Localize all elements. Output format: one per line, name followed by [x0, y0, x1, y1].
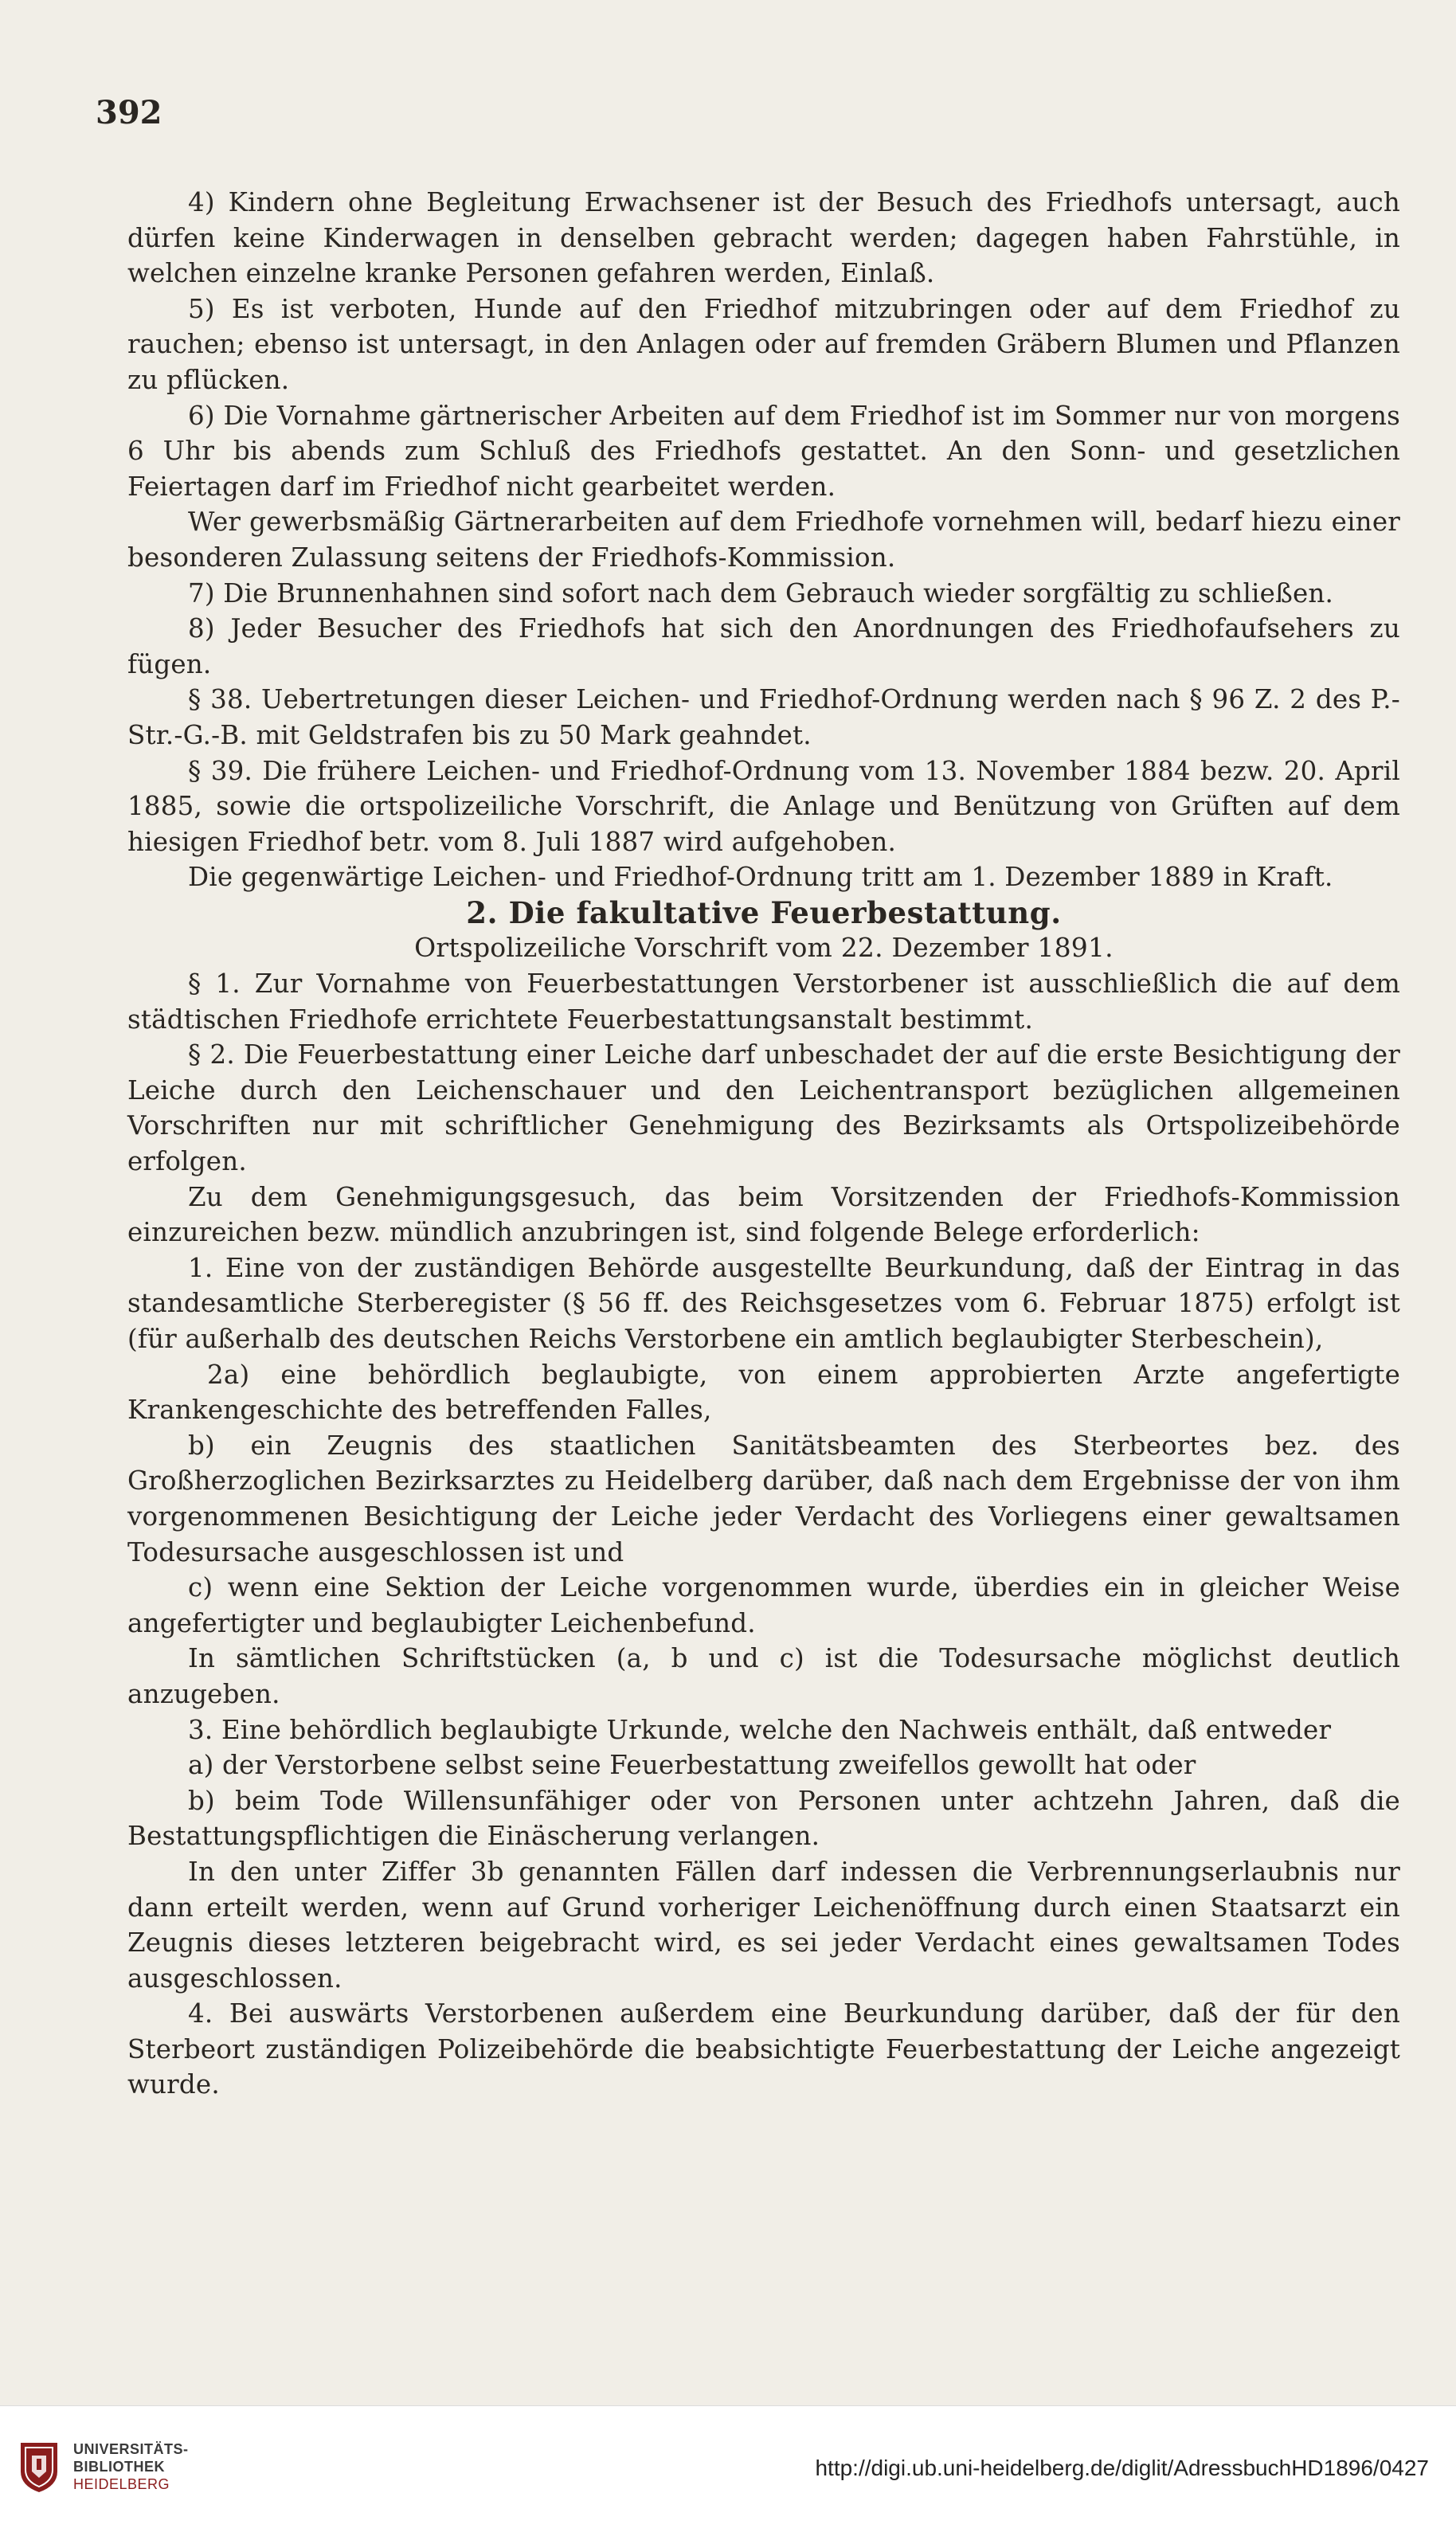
paragraph: c) wenn eine Sektion der Leiche vorgenommen wurde, überdies ein in gleicher Weise angefertigter und beglaubigter Leichenbefund. [127, 1572, 1400, 1638]
paragraph: a) der Verstorbene selbst seine Feuerbestattung zweifellos gewollt hat oder [188, 1750, 1196, 1781]
paragraph: 5) Es ist verboten, Hunde auf den Friedhof mitzubringen oder auf dem Friedhof zu rauchen; ebenso ist untersagt, in den Anlagen oder auf fremden Gräbern Blumen und Pflanzen zu pflücken. [127, 293, 1400, 395]
paragraph: Zu dem Genehmigungsgesuch, das beim Vorsitzenden der Friedhofs-Kommission einzureichen bezw. mündlich anzubringen ist, sind folgende Belege erforderlich: [127, 1181, 1400, 1248]
paragraph: § 1. Zur Vornahme von Feuerbestattungen Verstorbener ist ausschließlich die auf dem städtischen Friedhofe errichtete Feuerbestattungsanstalt bestimmt. [127, 969, 1400, 1035]
library-logo-text [73, 2440, 189, 2493]
paragraph: § 39. Die frühere Leichen- und Friedhof-Ordnung vom 13. November 1884 bezw. 20. April 1885, sowie die ortspolizeiliche Vorschrift, die Anlage und Benützung von Grüften auf dem hiesigen Friedhof betr. vom 8. Juli 1887 wird aufgehoben. [127, 755, 1400, 857]
page-number: 392 [96, 94, 162, 131]
paragraph: 6) Die Vornahme gärtnerischer Arbeiten auf dem Friedhof ist im Sommer nur von morgens 6 Uhr bis abends zum Schluß des Friedhofs gestattet. An den Sonn- und gesetzlichen Feiertagen darf im Friedhof nicht gearbeitet werden. [127, 400, 1400, 502]
paragraph: Wer gewerbsmäßig Gärtnerarbeiten auf dem Friedhofe vornehmen will, bedarf hiezu einer besonderen Zulassung seitens der Friedhofs-Kommission. [127, 507, 1400, 573]
logo-line: UNIVERSITÄTS- [73, 2441, 189, 2457]
paragraph: 4. Bei auswärts Verstorbenen außerdem eine Beurkundung darüber, daß der für den Sterbeort zuständigen Polizeibehörde die beabsichtigte Feuerbestattung der Leiche angezeigt wurde. [127, 1998, 1400, 2100]
paragraph: In den unter Ziffer 3b genannten Fällen darf indessen die Verbrennungserlaubnis nur dann erteilt werden, wenn auf Grund vorheriger Leichenöffnung durch einen Staatsarzt ein Zeugnis dieses letzteren beigebracht wird, es sei jeder Verdacht eines gewaltsamen Todes ausgeschlossen. [127, 1856, 1400, 1994]
paragraph: 2a) eine behördlich beglaubigte, von einem approbierten Arzte angefertigte Krankengeschichte des betreffenden Falles, [127, 1359, 1400, 1426]
library-logo[interactable] [16, 2440, 189, 2494]
body-text [127, 185, 1400, 2103]
logo-line: BIBLIOTHEK [73, 2459, 165, 2475]
section-subheading: Ortspolizeiliche Vorschrift vom 22. Dezember 1891. [414, 932, 1114, 964]
paragraph: 3. Eine behördlich beglaubigte Urkunde, welche den Nachweis enthält, daß entweder [188, 1714, 1332, 1745]
paragraph: § 2. Die Feuerbestattung einer Leiche darf unbeschadet der auf die erste Besichtigung der Leiche durch den Leichenschauer und den Leichentransport bezüglichen allgemeinen Vorschriften nur mit schriftlicher Genehmigung des Bezirksamts als Ortspolizeibehörde erfolgen. [127, 1039, 1400, 1177]
paragraph: 4) Kindern ohne Begleitung Erwachsener ist der Besuch des Friedhofs untersagt, auch dürfen keine Kinderwagen in denselben gebracht werden; dagegen haben Fahrstühle, in welchen einzelne kranke Personen gefahren werden, Einlaß. [127, 187, 1400, 289]
paragraph: 7) Die Brunnenhahnen sind sofort nach dem Gebrauch wieder sorgfältig zu schließen. [188, 577, 1334, 609]
paragraph: 8) Jeder Besucher des Friedhofs hat sich den Anordnungen des Friedhofaufsehers zu fügen. [127, 613, 1400, 679]
paragraph: b) beim Tode Willensunfähiger oder von Personen unter achtzehn Jahren, daß die Bestattungspflichtigen die Einäscherung verlangen. [127, 1785, 1400, 1852]
paragraph: § 38. Uebertretungen dieser Leichen- und Friedhof-Ordnung werden nach § 96 Z. 2 des P.-Str.-G.-B. mit Geldstrafen bis zu 50 Mark geahndet. [127, 684, 1400, 750]
section-heading: 2. Die fakultative Feuerbestattung. [466, 894, 1062, 930]
footer-bar [0, 2405, 1456, 2532]
paragraph: In sämtlichen Schriftstücken (a, b und c) ist die Todesursache möglichst deutlich anzugeben. [127, 1643, 1400, 1709]
paragraph: b) ein Zeugnis des staatlichen Sanitätsbeamten des Sterbeortes bez. des Großherzoglichen Bezirksarztes zu Heidelberg darüber, daß nach dem Ergebnisse der von ihm vorgenommenen Besichtigung der Leiche jeder Verdacht des Vorliegens einer gewaltsamen Todesursache ausgeschlossen ist und [127, 1430, 1400, 1567]
source-url-link[interactable]: http://digi.ub.uni-heidelberg.de/diglit/AdressbuchHD1896/0427 [815, 2456, 1429, 2480]
paragraph: Die gegenwärtige Leichen- und Friedhof-Ordnung tritt am 1. Dezember 1889 in Kraft. [188, 862, 1333, 893]
logo-line: HEIDELBERG [73, 2476, 170, 2492]
university-seal-icon [16, 2440, 62, 2494]
paragraph: 1. Eine von der zuständigen Behörde ausgestellte Beurkundung, daß der Eintrag in das standesamtliche Sterberegister (§ 56 ff. des Reichsgesetzes vom 6. Februar 1875) erfolgt ist (für außerhalb des deutschen Reichs Verstorbene ein amtlich beglaubigter Sterbeschein), [127, 1252, 1400, 1354]
